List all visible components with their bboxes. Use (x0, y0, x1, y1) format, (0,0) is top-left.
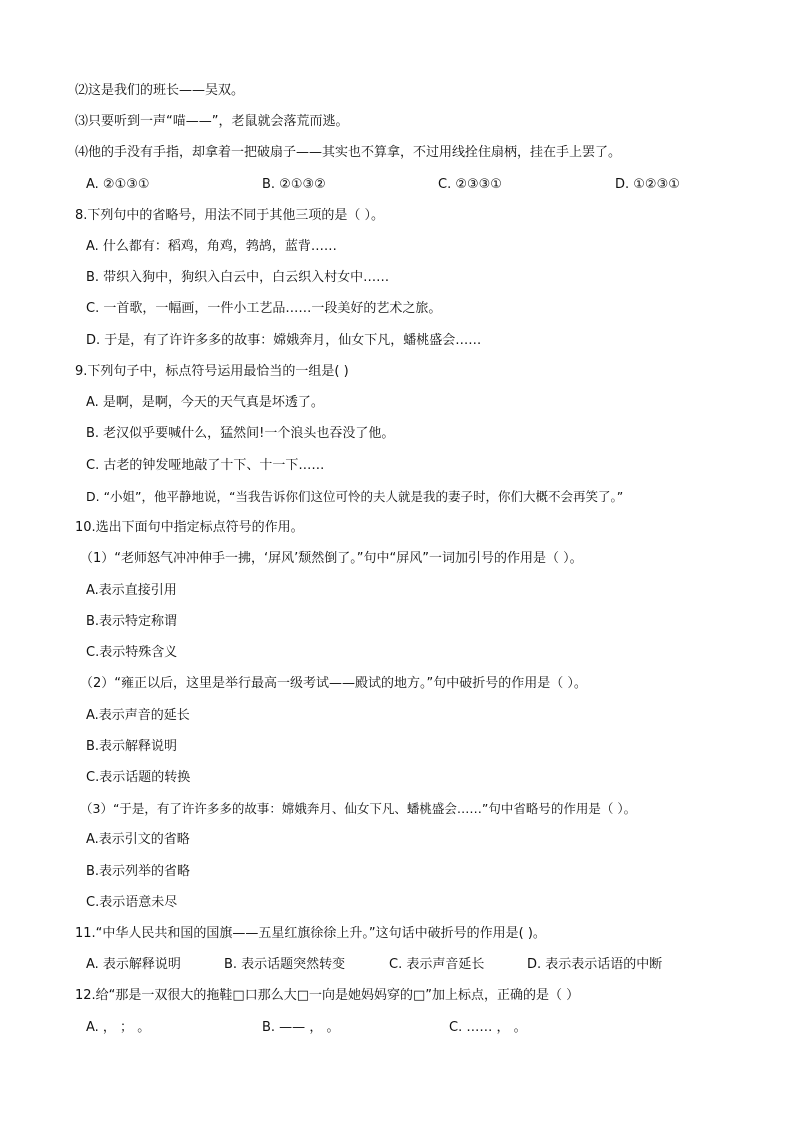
line-4: ⑷他的手没有手指，却拿着一把破扇子——其实也不算拿，不过用线拴住扇柄，挂在手上罢了。 (75, 145, 622, 160)
q9-option-b: B. 老汉似乎要喊什么，猛然间!一个浪头也吞没了他。 (86, 426, 395, 441)
q9-option-d: D. “小姐”，他平静地说，“当我告诉你们这位可怜的夫人就是我的妻子时，你们大概不会再笑了。” (86, 489, 624, 504)
q9-stem: 9.下列句子中，标点符号运用最恰当的一组是( ) (75, 364, 349, 379)
q10-1-option-b: B.表示特定称谓 (86, 614, 178, 629)
q10-2-option-c: C.表示话题的转换 (86, 770, 191, 785)
q11-option-c: C. 表示声音延长 (389, 957, 485, 972)
q10-3-option-b: B.表示列举的省略 (86, 864, 191, 879)
q10-2-option-a: A.表示声音的延长 (86, 708, 190, 723)
q10-2-stem: （2）“雍正以后，这里是举行最高一级考试——殿试的地方。”句中破折号的作用是（ ）。 (80, 676, 587, 691)
line-2: ⑵这是我们的班长——吴双。 (75, 83, 245, 98)
q7-option-d: D. ①②③① (615, 177, 680, 192)
q8-option-b: B. 带织入狗中，狗织入白云中，白云织入村女中…… (86, 270, 390, 285)
q11-option-d: D. 表示表示话语的中断 (527, 957, 663, 972)
q11-option-b: B. 表示话题突然转变 (224, 957, 346, 972)
q10-1-stem: （1）“老师怒气冲冲伸手一拂，‘屏风’颓然倒了。”句中“屏风”一词加引号的作用是（ ）。 (80, 551, 583, 566)
q7-option-a: A. ②①③① (86, 177, 150, 192)
q8-option-c: C. 一首歌，一幅画，一件小工艺品……一段美好的艺术之旅。 (86, 301, 442, 316)
q8-option-a: A. 什么都有：稻鸡，角鸡，鹁鸪，蓝背…… (86, 239, 337, 254)
q11-option-a: A. 表示解释说明 (86, 957, 181, 972)
q12-option-a: A. ， ； 。 (86, 1020, 151, 1035)
q7-option-c: C. ②③③① (438, 177, 502, 192)
q10-3-option-c: C.表示语意未尽 (86, 895, 178, 910)
q10-1-option-a: A.表示直接引用 (86, 583, 177, 598)
q8-option-d: D. 于是，有了许许多多的故事：嫦娥奔月，仙女下凡，蟠桃盛会…… (86, 333, 482, 348)
q10-3-stem: （3）“于是，有了许许多多的故事：嫦娥奔月、仙女下凡、蟠桃盛会……”句中省略号的作用是（ ）。 (80, 801, 637, 816)
q10-3-option-a: A.表示引文的省略 (86, 832, 190, 847)
line-3: ⑶只要听到一声“喵——”，老鼠就会落荒而逃。 (75, 114, 349, 129)
q12-stem: 12.给“那是一双很大的拖鞋□口那么大□一向是她妈妈穿的□”加上标点，正确的是（ ） (75, 988, 580, 1003)
q10-1-option-c: C.表示特殊含义 (86, 645, 178, 660)
q10-2-option-b: B.表示解释说明 (86, 739, 178, 754)
q9-option-a: A. 是啊，是啊，今天的天气真是坏透了。 (86, 395, 324, 410)
q7-option-b: B. ②①③② (262, 177, 326, 192)
q11-stem: 11.“中华人民共和国的国旗——五星红旗徐徐上升。”这句话中破折号的作用是( )。 (75, 926, 546, 941)
q12-option-c: C. …… ， 。 (449, 1020, 527, 1035)
q12-option-b: B. —— ， 。 (262, 1020, 340, 1035)
q8-stem: 8.下列句中的省略号，用法不同于其他三项的是（ ）。 (75, 208, 385, 223)
q10-stem: 10.选出下面句中指定标点符号的作用。 (75, 520, 304, 535)
q9-option-c: C. 古老的钟发哑地敲了十下、十一下…… (86, 458, 325, 473)
